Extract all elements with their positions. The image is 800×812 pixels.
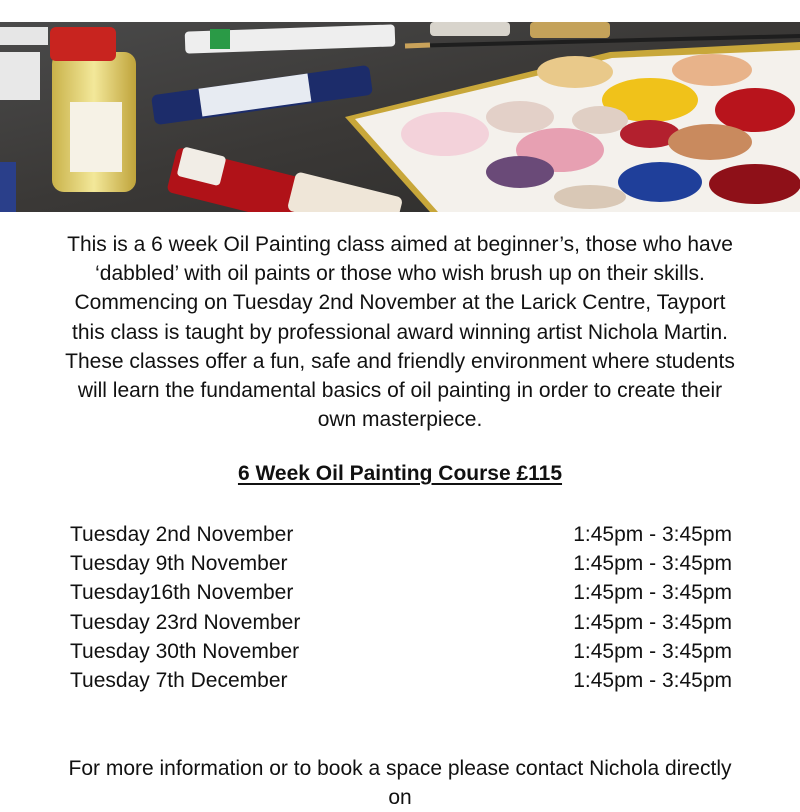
session-time: 1:45pm - 3:45pm [573, 552, 732, 576]
session-time: 1:45pm - 3:45pm [573, 610, 732, 634]
course-title-text: 6 Week Oil Painting Course £115 [237, 462, 563, 485]
session-row [70, 608, 732, 637]
session-schedule [70, 520, 732, 695]
session-row [70, 637, 732, 666]
session-time: 1:45pm - 3:45pm [573, 639, 732, 663]
session-row [70, 666, 732, 695]
course-title [0, 462, 800, 486]
session-row [70, 520, 732, 549]
session-time: 1:45pm - 3:45pm [573, 668, 732, 692]
session-time: 1:45pm - 3:45pm [573, 523, 732, 546]
session-date: Tuesday 7th December [70, 668, 288, 692]
paint-tubes-palette-illustration [0, 22, 800, 212]
session-date: Tuesday 2nd November [70, 523, 294, 546]
session-date: Tuesday 9th November [70, 552, 288, 576]
contact-info: For more information or to book a space please contact Nichola directly on [68, 757, 732, 809]
session-row [70, 578, 732, 607]
session-date: Tuesday16th November [70, 581, 294, 605]
course-description: This is a 6 week Oil Painting class aimed at beginner’s, those who have ‘dabbled’ with oil paints or those who wish brush up on their skills. Commencing on Tuesday 2nd November at the Larick Centre, Tayport this class is taught by professional award winning artist Nichola Martin. These classes offer a fun, safe and friendly environment where students will learn the fundamental basics of oil painting in order to create their own masterpiece. [65, 233, 735, 432]
session-date: Tuesday 23rd November [70, 610, 301, 634]
session-date: Tuesday 30th November [70, 639, 300, 663]
hero-paints-photo [0, 22, 800, 212]
session-row [70, 549, 732, 578]
session-time: 1:45pm - 3:45pm [573, 581, 732, 605]
